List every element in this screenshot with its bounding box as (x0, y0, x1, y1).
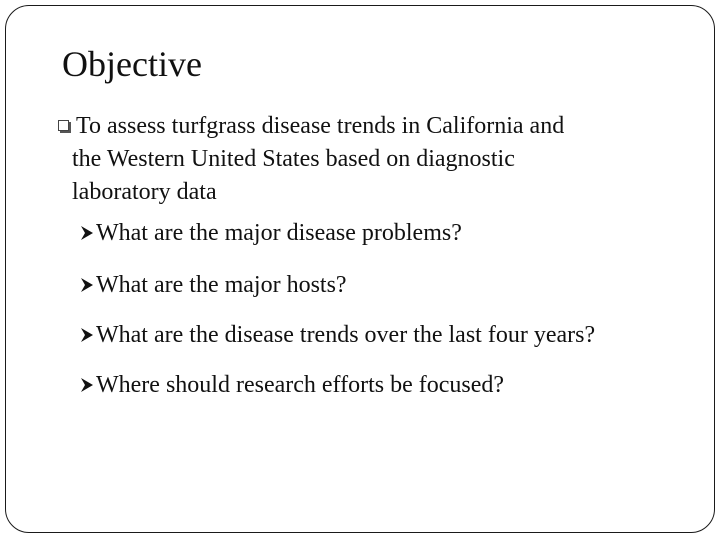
main-bullet-line-3: laboratory data (72, 179, 217, 205)
sub-bullet-text: What are the disease trends over the last four years? (96, 322, 596, 348)
main-bullet (58, 110, 668, 209)
sub-bullet-item (79, 320, 595, 350)
sub-bullet-item (79, 270, 347, 300)
slide-title: Objective (62, 44, 202, 84)
arrowhead-bullet-icon (79, 277, 95, 293)
sub-bullet-text: Where should research efforts be focused? (96, 372, 505, 398)
sub-bullet-item (79, 218, 462, 248)
sub-bullet-text: What are the major hosts? (96, 272, 347, 298)
arrowhead-bullet-icon (79, 377, 95, 393)
slide-frame (5, 5, 715, 533)
square-bullet-icon (58, 120, 69, 131)
arrowhead-bullet-icon (79, 327, 95, 343)
arrowhead-bullet-icon (79, 225, 95, 241)
main-bullet-line-2: the Western United States based on diagnostic (72, 146, 515, 172)
sub-bullet-text: What are the major disease problems? (96, 220, 462, 246)
main-bullet-line-1: To assess turfgrass disease trends in California and (76, 113, 565, 139)
sub-bullet-item (79, 370, 504, 400)
